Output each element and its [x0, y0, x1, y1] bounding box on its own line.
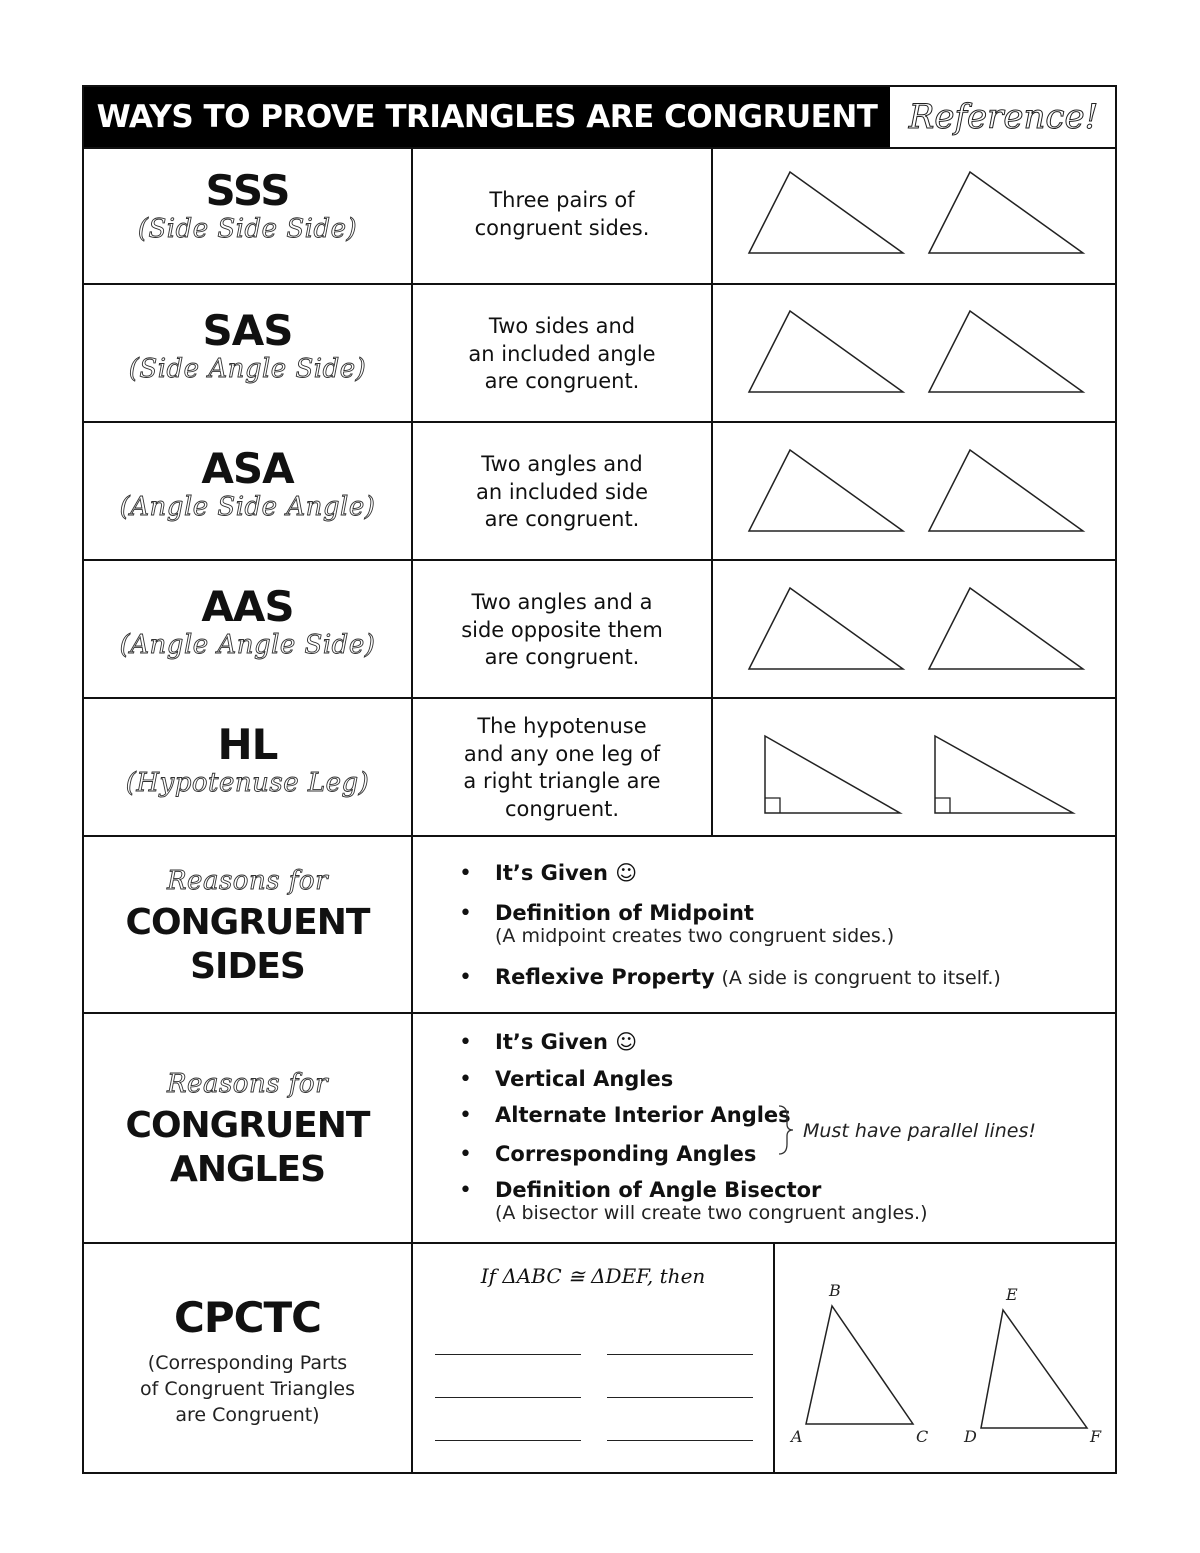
- postulate-full-name: (Side Side Side): [137, 214, 358, 244]
- reference-badge: Reference!: [908, 97, 1099, 137]
- reason-note: (A side is congruent to itself.): [721, 967, 1001, 989]
- description-line: are congruent.: [484, 369, 640, 393]
- list-item: [459, 861, 1001, 901]
- sss-row: [84, 147, 1117, 285]
- cpctc-statement: If ΔABC ≅ ΔDEF, then: [480, 1264, 706, 1288]
- reason-title: Vertical Angles: [495, 1067, 674, 1091]
- asa-diagram-cell: [713, 423, 1117, 559]
- bullet-icon: •: [459, 1067, 472, 1092]
- description-line: an included angle: [468, 341, 656, 366]
- postulate-abbr: SAS: [202, 306, 293, 355]
- congruent-sides-row: [84, 837, 1117, 1014]
- asa-name-cell: [84, 423, 413, 559]
- reason-title: Corresponding Angles: [495, 1142, 757, 1166]
- reason-title: It’s Given ☺: [495, 1030, 638, 1054]
- asa-description-cell: [413, 423, 713, 559]
- header: [84, 87, 1117, 149]
- sss-diagram-cell: [713, 147, 1117, 283]
- vertex-label-e: E: [1006, 1285, 1018, 1304]
- aas-diagram-cell: [713, 561, 1117, 697]
- reason-title: Definition of Midpoint: [495, 901, 754, 925]
- answer-blank: [435, 1397, 581, 1398]
- right-triangle-right: [935, 736, 1073, 813]
- reason-note: (A bisector will create two congruent angles.): [495, 1202, 928, 1224]
- cpctc-label-cell: [84, 1244, 413, 1474]
- vertex-label-b: B: [829, 1281, 841, 1300]
- aas-description-cell: [413, 561, 713, 697]
- hl-row: [84, 699, 1117, 837]
- triangle-right: [929, 172, 1083, 253]
- bullet-icon: •: [459, 861, 472, 886]
- bullet-icon: •: [459, 965, 472, 990]
- postulate-description: [413, 187, 711, 242]
- description-line: Two sides and: [488, 314, 636, 338]
- angles-label: ANGLES: [170, 1149, 325, 1190]
- triangle-right: [929, 450, 1083, 531]
- right-triangle-left: [765, 736, 900, 813]
- postulate-abbr: AAS: [201, 582, 294, 631]
- congruent-label: CONGRUENT: [125, 1105, 370, 1146]
- angles-reasons-cell: [413, 1014, 1117, 1242]
- page-title: WAYS TO PROVE TRIANGLES ARE CONGRUENT: [84, 87, 890, 147]
- reasons-for-label: Reasons for: [166, 866, 329, 896]
- postulate-description: [413, 713, 711, 823]
- hl-description-cell: [413, 699, 713, 835]
- list-item: [459, 901, 1001, 965]
- description-line: are congruent.: [484, 507, 640, 531]
- description-line: congruent sides.: [474, 215, 650, 240]
- postulate-abbr: HL: [217, 720, 278, 769]
- right-angle-mark: [765, 798, 780, 813]
- brace-icon: [775, 1104, 797, 1156]
- triangle-abc: [806, 1306, 913, 1424]
- sas-diagram-cell: [713, 285, 1117, 421]
- answer-blank: [435, 1354, 581, 1355]
- triangle-pair-diagram: [713, 285, 1117, 421]
- bullet-icon: •: [459, 1030, 472, 1055]
- vertex-label-f: F: [1090, 1427, 1102, 1446]
- reason-title: Alternate Interior Angles: [495, 1103, 791, 1127]
- triangle-left: [749, 588, 903, 669]
- postulate-description: [413, 451, 711, 534]
- hl-diagram-cell: [713, 699, 1117, 835]
- answer-blank: [435, 1440, 581, 1441]
- description-line: The hypotenuse: [477, 714, 647, 738]
- reason-note: (A midpoint creates two congruent sides.): [495, 925, 895, 947]
- description-line: a right triangle are: [463, 769, 661, 793]
- answer-blank: [607, 1354, 753, 1355]
- reason-title: It’s Given ☺: [495, 861, 638, 885]
- sas-description-cell: [413, 285, 713, 421]
- sas-row: [84, 285, 1117, 423]
- description-line: Two angles and: [481, 452, 643, 476]
- cpctc-row: [84, 1244, 1117, 1474]
- answer-blank: [607, 1440, 753, 1441]
- reference-sheet: [82, 85, 1117, 1474]
- postulate-description: [413, 589, 711, 672]
- congruent-angles-row: [84, 1014, 1117, 1244]
- answer-blank: [607, 1397, 753, 1398]
- vertex-label-d: D: [964, 1427, 977, 1446]
- description-line: Two angles and a: [471, 590, 653, 614]
- description-line: congruent.: [504, 796, 620, 821]
- sss-name-cell: [84, 147, 413, 283]
- cpctc-diagram-cell: [775, 1244, 1117, 1474]
- postulate-full-name: (Hypotenuse Leg): [125, 768, 370, 798]
- triangle-left: [749, 450, 903, 531]
- list-item: [459, 1030, 927, 1067]
- triangle-pair-diagram: [713, 423, 1117, 559]
- reason-title: Reflexive Property: [495, 965, 715, 989]
- postulate-full-name: (Side Angle Side): [128, 354, 367, 384]
- labeled-triangles-diagram: [775, 1244, 1117, 1472]
- vertex-label-c: C: [916, 1427, 929, 1446]
- sides-label: SIDES: [190, 946, 305, 987]
- postulate-abbr: ASA: [201, 444, 294, 493]
- sides-label-cell: [84, 837, 413, 1012]
- aas-row: [84, 561, 1117, 699]
- description-line: side opposite them: [461, 617, 663, 642]
- cpctc-subtitle-line: are Congruent): [175, 1404, 320, 1426]
- triangle-right: [929, 588, 1083, 669]
- aas-name-cell: [84, 561, 413, 697]
- asa-row: [84, 423, 1117, 561]
- triangle-left: [749, 172, 903, 253]
- sides-reasons-cell: [413, 837, 1117, 1012]
- list-item: [459, 1067, 927, 1103]
- description-line: an included side: [476, 479, 648, 504]
- sas-name-cell: [84, 285, 413, 421]
- sss-description-cell: [413, 147, 713, 283]
- reason-title: Definition of Angle Bisector: [495, 1178, 822, 1202]
- postulate-description: [413, 313, 711, 396]
- triangle-left: [749, 311, 903, 392]
- parallel-lines-note: Must have parallel lines!: [803, 1120, 1037, 1142]
- list-item: [459, 1178, 927, 1224]
- vertex-label-a: A: [791, 1427, 803, 1446]
- bullet-icon: •: [459, 901, 472, 926]
- right-triangle-pair-diagram: [713, 699, 1117, 835]
- list-item: [459, 965, 1001, 989]
- cpctc-subtitle-line: (Corresponding Parts: [147, 1352, 348, 1374]
- reasons-for-label: Reasons for: [166, 1069, 329, 1099]
- postulate-full-name: (Angle Side Angle): [119, 492, 376, 522]
- bullet-icon: •: [459, 1142, 472, 1167]
- triangle-pair-diagram: [713, 147, 1117, 283]
- cpctc-statement-cell: [413, 1244, 775, 1474]
- list-item: [459, 1142, 927, 1178]
- congruent-label: CONGRUENT: [125, 902, 370, 943]
- triangle-right: [929, 311, 1083, 392]
- postulate-abbr: SSS: [205, 166, 290, 215]
- triangle-pair-diagram: [713, 561, 1117, 697]
- triangle-def: [981, 1310, 1087, 1428]
- postulate-full-name: (Angle Angle Side): [119, 630, 376, 660]
- hl-name-cell: [84, 699, 413, 835]
- description-line: are congruent.: [484, 645, 640, 669]
- description-line: and any one leg of: [463, 741, 661, 766]
- bullet-icon: •: [459, 1178, 472, 1203]
- bullet-icon: •: [459, 1103, 472, 1128]
- angles-label-cell: [84, 1014, 413, 1242]
- right-angle-mark: [935, 798, 950, 813]
- description-line: Three pairs of: [489, 188, 635, 212]
- cpctc-title: CPCTC: [174, 1293, 321, 1342]
- sides-reasons-list: [459, 861, 1001, 989]
- cpctc-subtitle-line: of Congruent Triangles: [140, 1378, 355, 1400]
